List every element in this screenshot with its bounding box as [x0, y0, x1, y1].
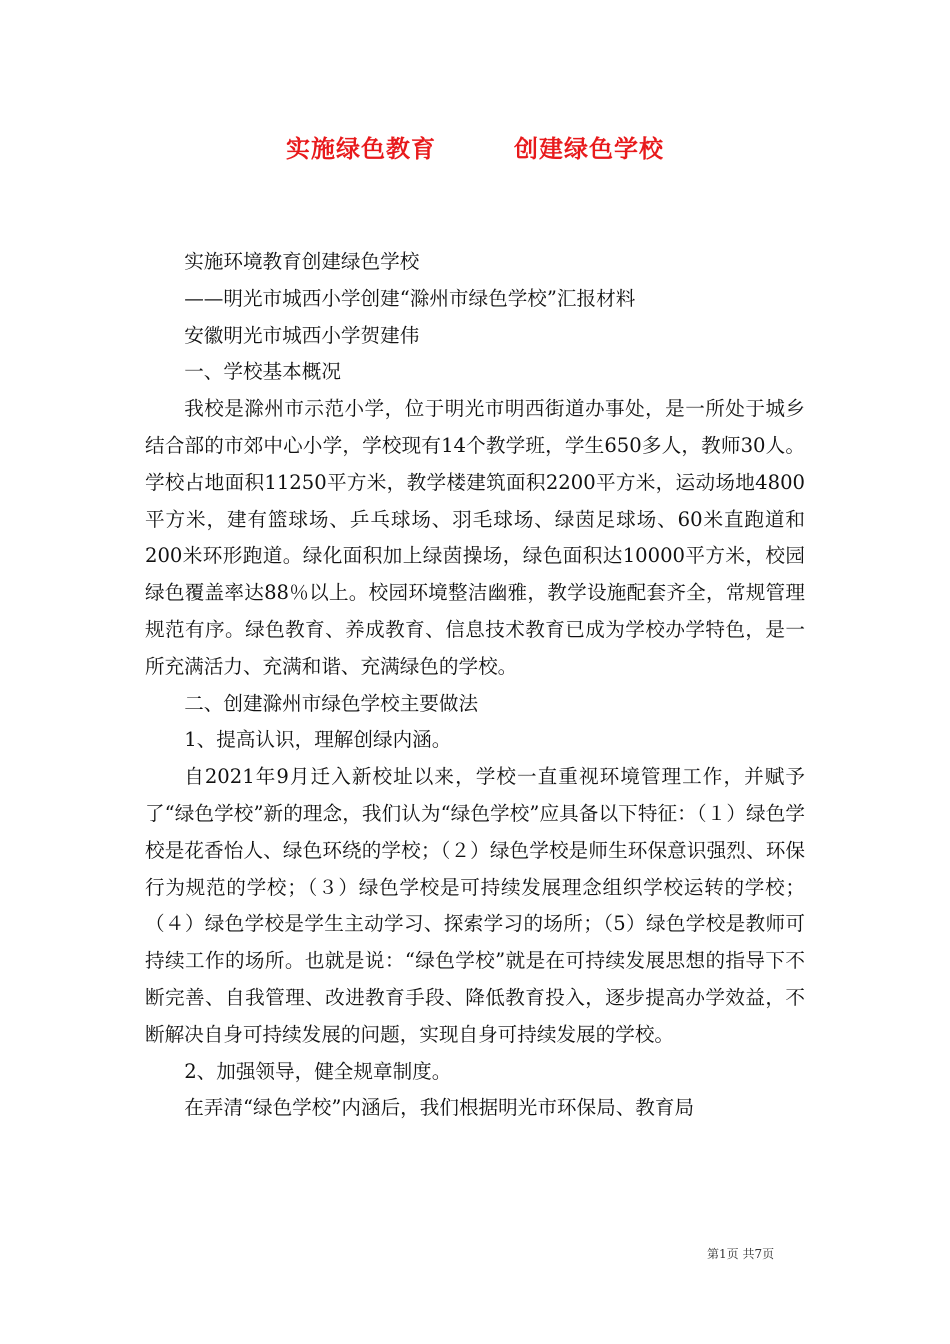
section-heading-2: 二、创建滁州市绿色学校主要做法 [184, 691, 479, 715]
title-part-2: 创建绿色学校 [514, 134, 664, 163]
subtitle-line: 实施环境教育创建绿色学校 [184, 250, 420, 273]
subheading-2: 2、加强领导，健全规章制度。 [184, 1059, 452, 1083]
author-line: 安徽明光市城西小学贺建伟 [184, 323, 420, 347]
document-title [0, 132, 950, 166]
paragraph-school-overview: 我校是滁州市示范小学，位于明光市明西街道办事处，是一所处于城乡结合部的市郊中心小学，学校现有14个教学班，学生650多人，教师30人。学校占地面积11250平方米，教学楼建筑面积2200平方米，运动场地4800平方米，建有篮球场、乒乓球场、羽毛球场、绿茵足球场、60米直跑道和200米环形跑道。绿化面积加上绿茵操场，绿色面积达10000平方米，校园绿色覆盖率达88％以上。校园环境整洁幽雅，教学设施配套齐全，常规管理规范有序。绿色教育、养成教育、信息技术教育已成为学校办学特色，是一所充满活力、充满和谐、充满绿色的学校。 [145, 397, 805, 678]
paragraph-green-school-concept: 自2021年9月迁入新校址以来，学校一直重视环境管理工作，并赋予了“绿色学校”新的理念，我们认为“绿色学校”应具备以下特征：（１）绿色学校是花香怡人、绿色环绕的学校；（２）绿色学校是师生环保意识强烈、环保行为规范的学校；（３）绿色学校是可持续发展理念组织学校运转的学校；（４）绿色学校是学生主动学习、探索学习的场所；（5）绿色学校是教师可持续工作的场所。也就是说：“绿色学校”就是在可持续发展思想的指导下不断完善、自我管理、改进教育手段、降低教育投入，逐步提高办学效益，不断解决自身可持续发展的问题，实现自身可持续发展的学校。 [145, 765, 805, 1046]
report-subtitle: ——明光市城西小学创建“滁州市绿色学校”汇报材料 [184, 286, 636, 310]
subheading-1: 1、提高认识，理解创绿内涵。 [184, 728, 452, 752]
page-number: 第1页 共7页 [707, 1247, 775, 1261]
paragraph-leadership: 在弄清“绿色学校”内涵后，我们根据明光市环保局、教育局 [184, 1096, 695, 1120]
section-heading-1: 一、学校基本概况 [184, 360, 341, 384]
title-part-1: 实施绿色教育 [286, 134, 436, 163]
document-body [145, 244, 805, 1127]
